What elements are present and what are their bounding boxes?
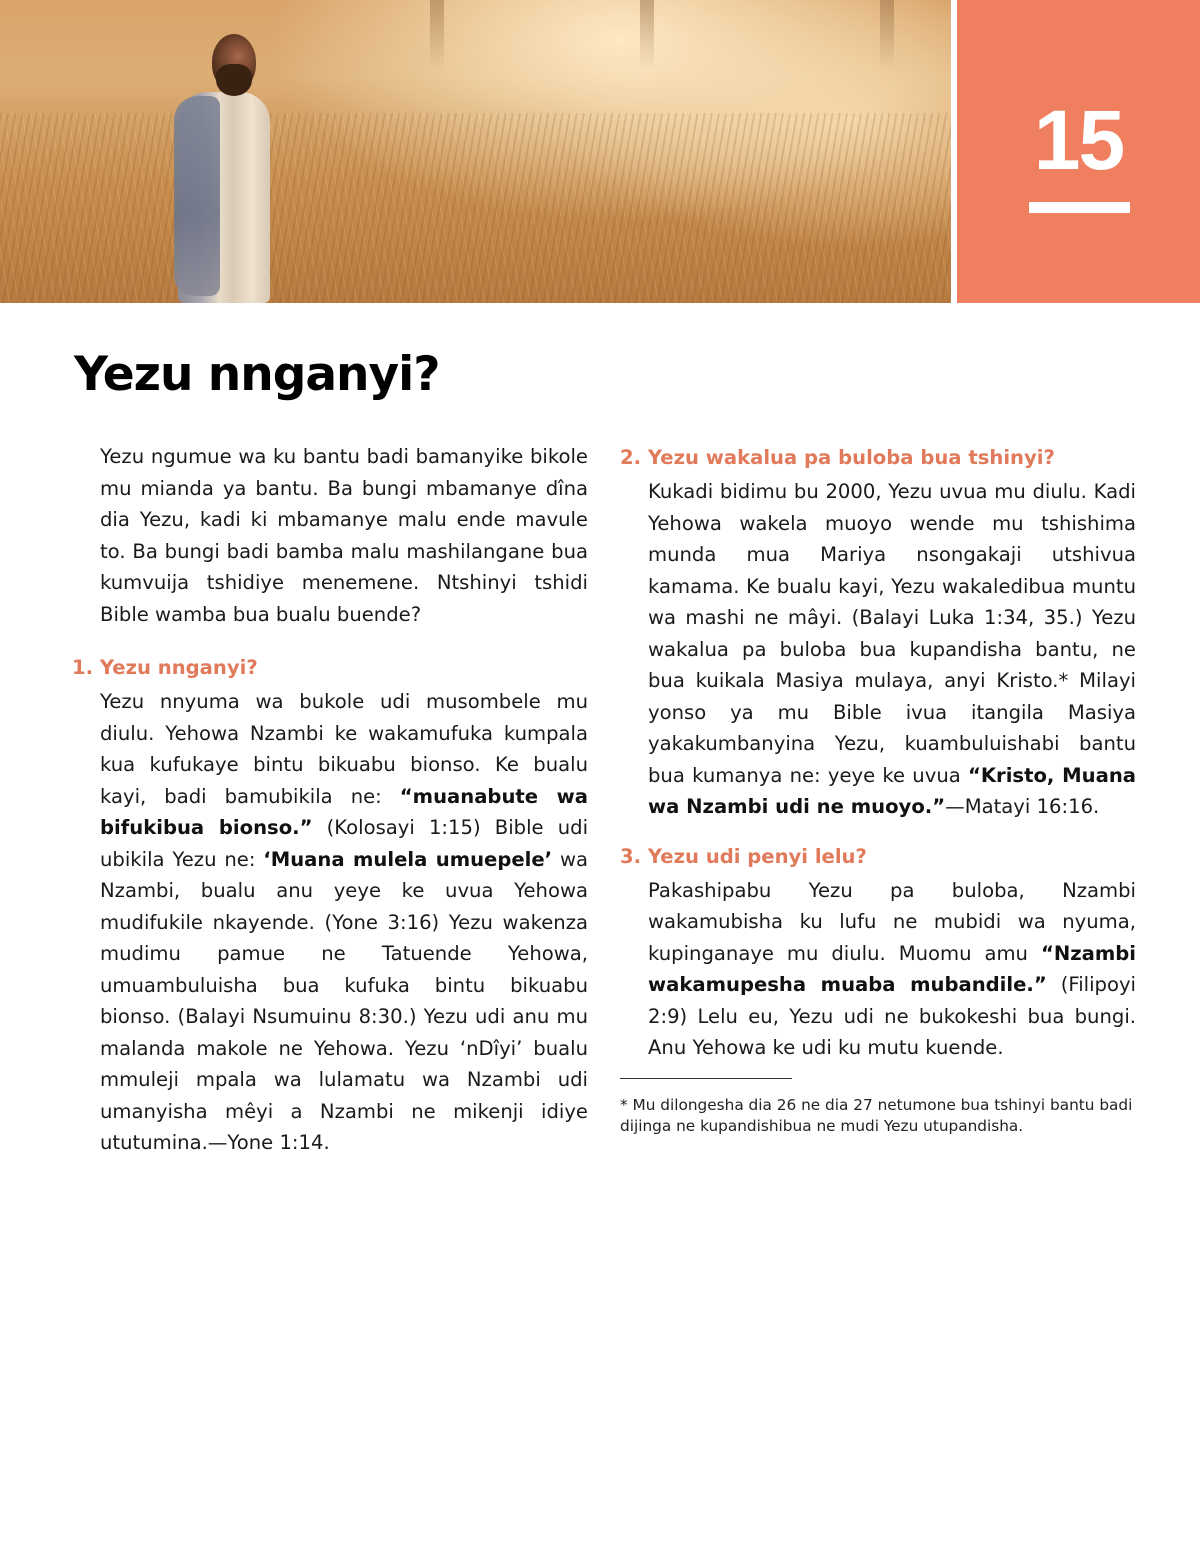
section-heading-2: 2. Yezu wakalua pa buloba bua tshinyi? bbox=[620, 446, 1055, 469]
grass-field bbox=[0, 113, 951, 303]
footnote-divider bbox=[620, 1078, 792, 1079]
header-photo bbox=[0, 0, 951, 303]
chapter-underline bbox=[1029, 202, 1130, 213]
body-text: (Filipoyi 2:9) Lelu eu, Yezu udi ne bukokeshi bua bungi. Anu Yehowa ke udi ku mutu kuende. bbox=[648, 973, 1136, 1059]
body-text: —Matayi 16:16. bbox=[945, 795, 1100, 818]
section-body-2 bbox=[648, 476, 1136, 823]
bold-quote: “Kristo, Muana wa Nzambi udi ne muoyo.” bbox=[648, 763, 1136, 818]
chapter-badge bbox=[957, 0, 1200, 303]
bold-quote: “muanabute wa bifukibua bionso.” bbox=[100, 784, 588, 839]
section-body-1 bbox=[100, 686, 588, 1159]
sash bbox=[174, 96, 220, 296]
section-heading-1: 1. Yezu nnganyi? bbox=[72, 656, 258, 679]
left-column bbox=[72, 441, 588, 1159]
footnote: * Mu dilongesha dia 26 ne dia 27 netumone bua tshinyi bantu badi dijinga ne kupandishibua ne mudi Yezu utupandisha. bbox=[620, 1095, 1133, 1135]
bold-quote: “Nzambi wakamupesha muaba mubandile.” bbox=[648, 941, 1136, 996]
page-title: Yezu nnganyi? bbox=[74, 347, 440, 402]
beard bbox=[216, 64, 252, 96]
section-body-3 bbox=[648, 875, 1136, 1064]
section-heading-3: 3. Yezu udi penyi lelu? bbox=[620, 844, 867, 868]
tree-trunk bbox=[430, 0, 444, 70]
intro-paragraph: Yezu ngumue wa ku bantu badi bamanyike bikole mu mianda ya bantu. Ba bungi mbamanye dîna dia Yezu, kadi ki mbamanye malu ende mavule to. Ba bungi badi bamba malu mashilangane bua kumvuija tshidiye menemene. Ntshinyi tshidi Bible wamba bua bualu buende? bbox=[100, 445, 588, 626]
bold-quote: ‘Muana mulela umuepele’ bbox=[263, 847, 553, 871]
right-column bbox=[620, 441, 1136, 1137]
chapter-number: 15 bbox=[1033, 93, 1124, 187]
body-text: wa Nzambi, bualu anu yeye ke uvua Yehowa mudifukile nkayende. (Yone 3:16) Yezu wakenza mudimu pamue ne Tatuende Yehowa, umuambuluisha bua kufuka bintu bikuabu bionso. (Balayi Nsumuinu 8:30.) Yezu udi anu mu malanda makole ne Yehowa. Yezu ‘nDîyi’ bualu mmuleji mpala wa lulamatu wa Nzambi udi umanyisha mêyi a Nzambi ne mikenji idiye ututumina.—Yone 1:14. bbox=[100, 847, 588, 1154]
tree-trunk bbox=[880, 0, 894, 70]
body-text: Yezu nnyuma wa bukole udi musombele mu diulu. Yehowa Nzambi ke wakamufuka kumpala kua kufukaye bintu bikuabu bionso. Ke bualu kayi, badi bamubikila ne: bbox=[100, 690, 588, 808]
jesus-figure bbox=[160, 30, 290, 303]
body-text: Pakashipabu Yezu pa buloba, Nzambi wakamubisha ku lufu ne mubidi wa nyuma, kupinganaye mu diulu. Muomu amu bbox=[648, 878, 1136, 965]
body-text: Kukadi bidimu bu 2000, Yezu uvua mu diulu. Kadi Yehowa wakela muoyo wende mu tshishima munda mua Mariya nsongakaji utshivua kamama. Ke bualu kayi, Yezu wakaledibua muntu wa mashi ne mâyi. (Balayi Luka 1:34, 35.) Yezu wakalua pa buloba bua kupandisha bantu, ne bua kuikala Masiya mulaya, anyi Kristo.* Milayi yonso ya mu Bible ivua itangila Masiya yakakumbanyina Yezu, kuambuluishabi bantu bua kumanya ne: yeye ke uvua bbox=[648, 480, 1136, 787]
tree-trunk bbox=[640, 0, 654, 70]
body-text: (Kolosayi 1:15) Bible udi ubikila Yezu ne: bbox=[100, 816, 589, 871]
